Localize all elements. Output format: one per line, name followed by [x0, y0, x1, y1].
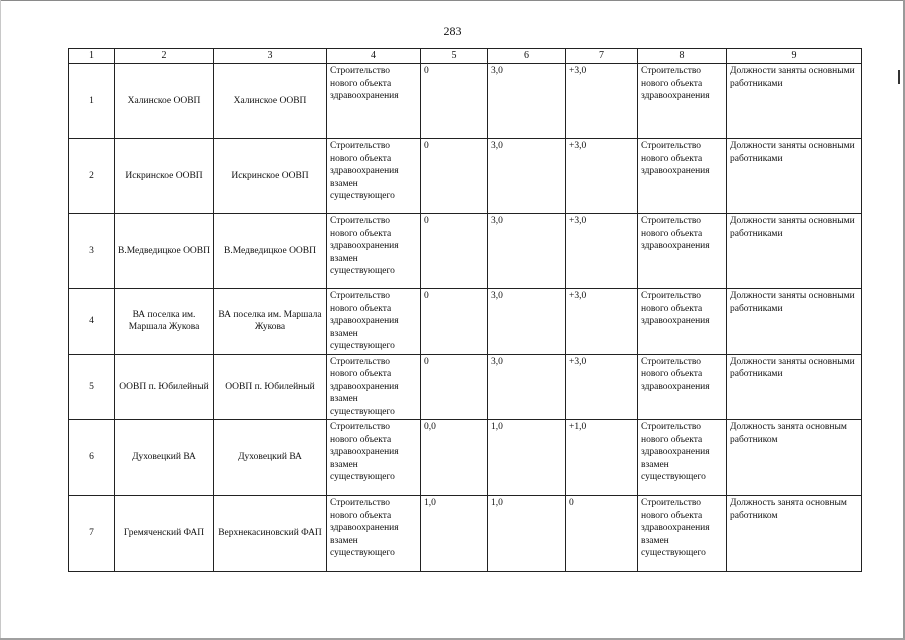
row-number: 4: [69, 289, 115, 355]
facility-name: ООВП п. Юбилейный: [115, 354, 214, 420]
new-facility-name: В.Медведицкое ООВП: [214, 214, 327, 289]
value-col6: 3,0: [488, 289, 566, 355]
staffing-status: Должность занята основным работником: [727, 496, 862, 572]
value-col5: 1,0: [421, 496, 488, 572]
result-action: Строительство нового объекта здравоохранения: [638, 354, 727, 420]
new-facility-name: Верхнекасиновский ФАП: [214, 496, 327, 572]
value-col7: +3,0: [566, 289, 638, 355]
new-facility-name: Духовецкий ВА: [214, 420, 327, 496]
facility-name: Гремяченский ФАП: [115, 496, 214, 572]
facility-name: ВА поселка им. Маршала Жукова: [115, 289, 214, 355]
result-action: Строительство нового объекта здравоохранения: [638, 214, 727, 289]
planned-action: Строительство нового объекта здравоохранения взамен существующего: [327, 139, 421, 214]
column-header: 8: [638, 49, 727, 64]
planned-action: Строительство нового объекта здравоохранения взамен существующего: [327, 214, 421, 289]
new-facility-name: ООВП п. Юбилейный: [214, 354, 327, 420]
scan-edge-mark: [898, 70, 900, 84]
table-row: [69, 289, 862, 355]
value-col6: 3,0: [488, 214, 566, 289]
value-col5: 0: [421, 214, 488, 289]
table-row: [69, 354, 862, 420]
result-action: Строительство нового объекта здравоохранения: [638, 139, 727, 214]
value-col5: 0: [421, 64, 488, 139]
value-col7: 0: [566, 496, 638, 572]
value-col6: 3,0: [488, 139, 566, 214]
row-number: 5: [69, 354, 115, 420]
table-row: [69, 64, 862, 139]
page-number: 283: [443, 24, 462, 38]
page-border-top: [0, 0, 905, 1]
column-header: 6: [488, 49, 566, 64]
value-col6: 1,0: [488, 496, 566, 572]
staffing-status: Должности заняты основными работниками: [727, 64, 862, 139]
result-action: Строительство нового объекта здравоохранения: [638, 64, 727, 139]
value-col7: +3,0: [566, 214, 638, 289]
facility-name: В.Медведицкое ООВП: [115, 214, 214, 289]
column-header: 1: [69, 49, 115, 64]
new-facility-name: ВА поселка им. Маршала Жукова: [214, 289, 327, 355]
value-col6: 1,0: [488, 420, 566, 496]
table-row: [69, 496, 862, 572]
row-number: 3: [69, 214, 115, 289]
value-col7: +3,0: [566, 354, 638, 420]
planned-action: Строительство нового объекта здравоохранения взамен существующего: [327, 289, 421, 355]
column-header: 4: [327, 49, 421, 64]
table-row: [69, 214, 862, 289]
staffing-status: Должности заняты основными работниками: [727, 214, 862, 289]
planned-action: Строительство нового объекта здравоохранения взамен существующего: [327, 420, 421, 496]
column-header: 5: [421, 49, 488, 64]
table-row: [69, 139, 862, 214]
column-header: 2: [115, 49, 214, 64]
value-col6: 3,0: [488, 354, 566, 420]
result-action: Строительство нового объекта здравоохранения взамен существующего: [638, 420, 727, 496]
planned-action: Строительство нового объекта здравоохранения взамен существующего: [327, 496, 421, 572]
page-border-left: [0, 0, 1, 640]
value-col5: 0: [421, 139, 488, 214]
result-action: Строительство нового объекта здравоохранения: [638, 289, 727, 355]
facility-name: Искринское ООВП: [115, 139, 214, 214]
value-col7: +1,0: [566, 420, 638, 496]
row-number: 1: [69, 64, 115, 139]
planned-action: Строительство нового объекта здравоохранения взамен существующего: [327, 354, 421, 420]
value-col5: 0: [421, 289, 488, 355]
staffing-status: Должности заняты основными работниками: [727, 289, 862, 355]
row-number: 7: [69, 496, 115, 572]
planned-action: Строительство нового объекта здравоохранения: [327, 64, 421, 139]
facility-name: Духовецкий ВА: [115, 420, 214, 496]
result-action: Строительство нового объекта здравоохранения взамен существующего: [638, 496, 727, 572]
header-row: [69, 49, 862, 64]
column-header: 3: [214, 49, 327, 64]
value-col7: +3,0: [566, 64, 638, 139]
row-number: 2: [69, 139, 115, 214]
new-facility-name: Искринское ООВП: [214, 139, 327, 214]
staffing-status: Должности заняты основными работниками: [727, 139, 862, 214]
facilities-table: [68, 48, 862, 572]
facility-name: Халинское ООВП: [115, 64, 214, 139]
new-facility-name: Халинское ООВП: [214, 64, 327, 139]
value-col6: 3,0: [488, 64, 566, 139]
staffing-status: Должности заняты основными работниками: [727, 354, 862, 420]
staffing-status: Должность занята основным работником: [727, 420, 862, 496]
table-row: [69, 420, 862, 496]
value-col5: 0,0: [421, 420, 488, 496]
value-col7: +3,0: [566, 139, 638, 214]
column-header: 9: [727, 49, 862, 64]
column-header: 7: [566, 49, 638, 64]
value-col5: 0: [421, 354, 488, 420]
row-number: 6: [69, 420, 115, 496]
